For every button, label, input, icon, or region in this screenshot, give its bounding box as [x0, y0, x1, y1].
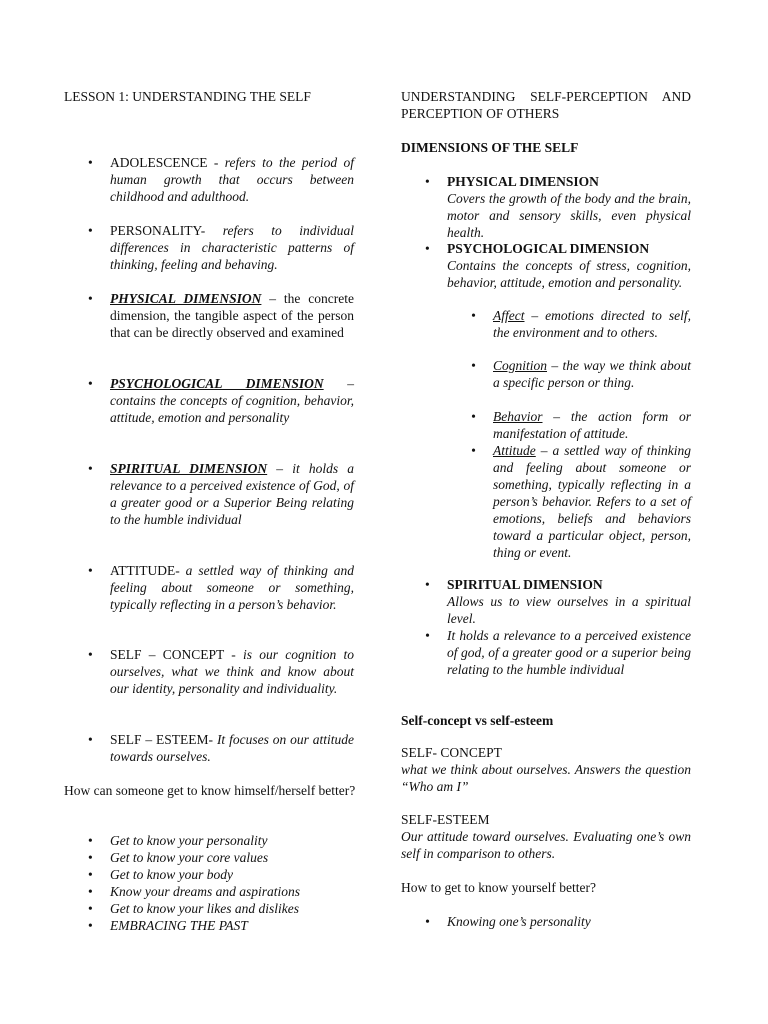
bullet: •	[88, 376, 93, 391]
list-item: • Get to know your body	[88, 867, 233, 882]
spiritual-extra: • It holds a relevance to a perceived existence of god, of a greater good or a superior being relating to the humble individual	[425, 628, 691, 677]
def-adolescence: • ADOLESCENCE - refers to the period of human growth that occurs between childhood and adulthood.	[88, 155, 354, 204]
dimension-text: Covers the growth of the body and the brain, motor and sensory skills, even physical health.	[447, 191, 691, 240]
def-term: ATTITUDE-	[110, 563, 180, 578]
sub-term: Affect	[493, 308, 525, 323]
self-concept-label: SELF- CONCEPT	[401, 745, 502, 760]
sub-affect	[471, 307, 691, 341]
def-term: SELF – ESTEEM-	[110, 732, 214, 747]
sub-term: Cognition	[493, 358, 548, 373]
bullet: •	[425, 914, 430, 929]
dimension-text: Contains the concepts of stress, cognition, behavior, attitude, emotion and personality.	[447, 258, 691, 290]
list-item: • Know your dreams and aspirations	[88, 884, 301, 899]
sub-text: – the way we think about a specific person or thing.	[493, 358, 691, 390]
question-right: How to get to know yourself better?	[401, 880, 596, 895]
def-psychological-dimension: • PSYCHOLOGICAL DIMENSION – contains the concepts of cognition, behavior, attitude, emotion and personality	[88, 376, 354, 425]
dimension-spiritual	[425, 576, 691, 627]
question-left: How can someone get to know himself/herself better?	[64, 783, 356, 798]
tips-list-left	[88, 832, 360, 934]
def-term: SELF – CONCEPT -	[110, 647, 236, 662]
self-concept-text: what we think about ourselves. Answers the question “Who am I”	[401, 762, 691, 794]
bullet: •	[88, 732, 93, 747]
bullet: •	[425, 174, 430, 189]
def-text: the concrete dimension, the tangible aspect of the person that can be directly observed and examined	[110, 291, 354, 340]
bullet: •	[425, 241, 430, 256]
def-attitude	[88, 562, 354, 613]
def-text: It focuses on our attitude towards ourselves.	[110, 732, 354, 764]
def-term: PSYCHOLOGICAL DIMENSION	[110, 376, 324, 391]
def-physical-dimension: • PHYSICAL DIMENSION – the concrete dimension, the tangible aspect of the person that can be directly observed and examined	[88, 291, 354, 340]
def-term: ADOLESCENCE	[110, 155, 208, 170]
def-text: a settled way of thinking and feeling about someone or something, typically reflecting in a person’s behavior.	[110, 563, 354, 612]
section-title: UNDERSTANDING SELF-PERCEPTION AND PERCEPTION OF OTHERS	[401, 89, 691, 121]
list-item: • Get to know your core values	[88, 850, 269, 865]
dimension-psychological	[425, 240, 691, 291]
def-term: PHYSICAL DIMENSION	[110, 291, 262, 306]
def-term: SPIRITUAL DIMENSION	[110, 461, 268, 476]
bullet: •	[88, 647, 93, 662]
sub-text: – a settled way of thinking and feeling about someone or something, typically reflecting in a person’s behavior. Refers to a set of emotions, beliefs and behaviors toward a particular object, person, thing or event.	[493, 443, 691, 560]
bullet: •	[88, 461, 93, 476]
dimensions-heading: DIMENSIONS OF THE SELF	[401, 140, 579, 155]
bullet: •	[88, 155, 93, 170]
bullet: •	[471, 443, 476, 458]
sub-cognition	[471, 357, 691, 391]
sub-behavior	[471, 408, 691, 442]
sub-term: Behavior	[493, 409, 543, 424]
def-personality	[88, 222, 354, 273]
def-spiritual-dimension: • SPIRITUAL DIMENSION – it holds a relevance to a perceived existence of God, of a greater good or a Superior Being relating to the humble individual	[88, 461, 354, 527]
bullet: •	[471, 358, 476, 373]
bullet: •	[88, 563, 93, 578]
sub-term: Attitude	[493, 443, 536, 458]
lesson-title: LESSON 1: UNDERSTANDING THE SELF	[64, 89, 311, 104]
list-item: • EMBRACING THE PAST	[88, 918, 248, 933]
dimension-term: PHYSICAL DIMENSION	[447, 174, 599, 189]
def-text: refers to the period of human growth that occurs between childhood and adulthood.	[110, 155, 354, 204]
def-text: refers to individual differences in characteristic patterns of thinking, feeling and behaving.	[110, 223, 354, 272]
list-item: • Knowing one’s personality	[425, 914, 591, 929]
def-term: PERSONALITY-	[110, 223, 206, 238]
sub-text: – emotions directed to self, the environment and to others.	[493, 308, 691, 340]
def-self-esteem	[88, 731, 354, 765]
def-self-concept	[88, 646, 354, 697]
list-item: • Get to know your likes and dislikes	[88, 901, 299, 916]
vs-heading: Self-concept vs self-esteem	[401, 713, 554, 728]
self-esteem-label: SELF-ESTEEM	[401, 812, 490, 827]
sub-attitude	[471, 442, 691, 561]
bullet: •	[425, 577, 430, 592]
dimension-physical	[425, 173, 691, 241]
def-text: is our cognition to ourselves, what we think and know about our identity, personality and individuality.	[110, 647, 354, 696]
bullet: •	[471, 409, 476, 424]
bullet: •	[88, 223, 93, 238]
dimension-text: Allows us to view ourselves in a spiritual level.	[447, 594, 691, 626]
dimension-term: PSYCHOLOGICAL DIMENSION	[447, 241, 650, 256]
def-text: contains the concepts of cognition, behavior, attitude, emotion and personality	[110, 393, 354, 425]
list-item: • Get to know your personality	[88, 833, 268, 848]
dimension-term: SPIRITUAL DIMENSION	[447, 577, 603, 592]
bullet: •	[471, 308, 476, 323]
bullet: •	[88, 291, 93, 306]
self-esteem-text: Our attitude toward ourselves. Evaluating one’s own self in comparison to others.	[401, 829, 691, 861]
def-text: it holds a relevance to a perceived existence of God, of a greater good or a Superior Being relating to the humble individual	[110, 461, 354, 527]
sub-text: – the action form or manifestation of attitude.	[493, 409, 691, 441]
bullet: •	[425, 628, 430, 643]
